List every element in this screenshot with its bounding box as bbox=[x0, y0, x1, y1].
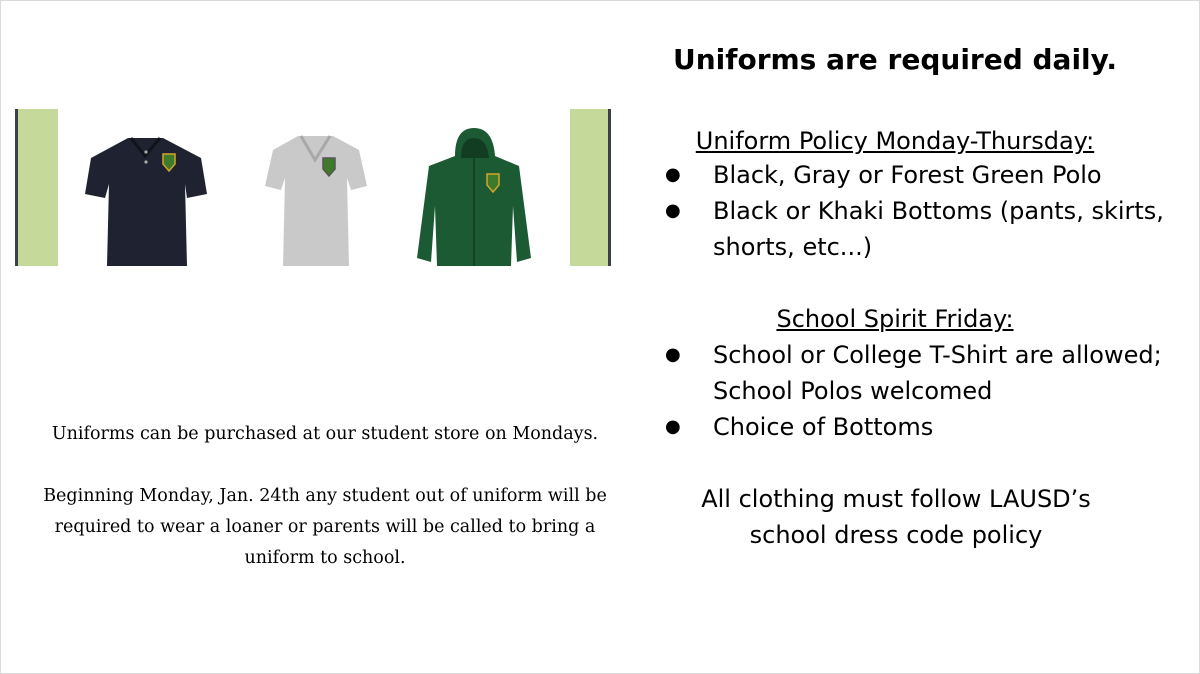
page-title: Uniforms are required daily. bbox=[673, 43, 1117, 76]
policy-list bbox=[661, 157, 1181, 265]
enforcement-note: Beginning Monday, Jan. 24th any student out of uniform will be required to wear a loaner or parents will be called to bring a uniform to school. bbox=[43, 486, 607, 568]
policy-item: ● Black, Gray or Forest Green Polo bbox=[661, 157, 1181, 193]
black-polo-image bbox=[83, 134, 208, 269]
friday-item: ● School or College T-Shirt are allowed; School Polos welcomed bbox=[661, 337, 1181, 409]
dress-code-note: All clothing must follow LAUSD’s school dress code policy bbox=[701, 485, 1091, 549]
decorative-bar-left bbox=[15, 109, 58, 266]
friday-list bbox=[661, 337, 1181, 445]
green-hoodie-image bbox=[415, 126, 533, 268]
policy-heading: Uniform Policy Monday-Thursday: bbox=[695, 127, 1095, 155]
gray-polo-image bbox=[263, 134, 368, 269]
friday-item: ● Choice of Bottoms bbox=[661, 409, 1181, 445]
friday-heading: School Spirit Friday: bbox=[776, 305, 1014, 333]
policy-item: ● Black or Khaki Bottoms (pants, skirts, shorts, etc...) bbox=[661, 193, 1181, 265]
purchase-note: Uniforms can be purchased at our student store on Mondays. bbox=[51, 424, 599, 444]
